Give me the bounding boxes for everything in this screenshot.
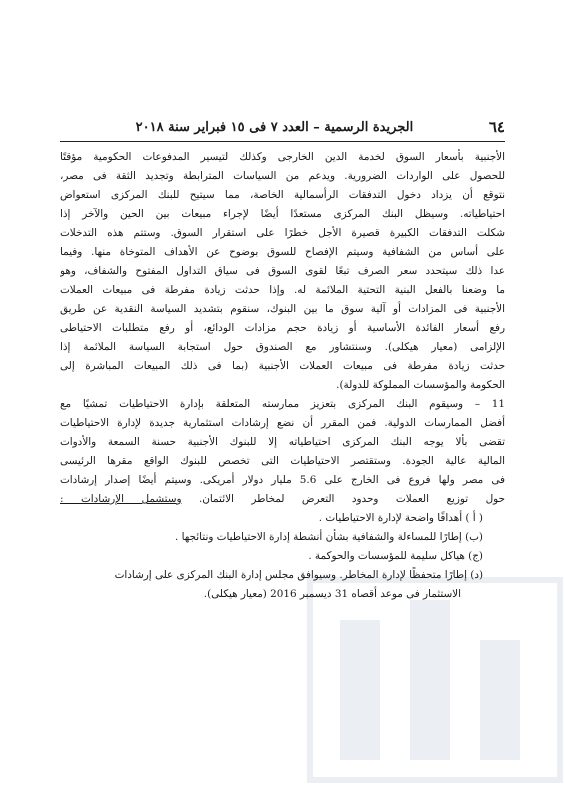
text-line: الأجنبية بأسعار السوق لخدمة الدين الخارجى وكذلك لتيسير المدفوعات الحكومية مؤقتًا <box>60 151 505 163</box>
text-line: الحكومة والمؤسسات المملوكة للدولة). <box>336 379 505 391</box>
paragraph-2 <box>60 395 505 509</box>
text-line: حدثت زيادة مفرطة فى مبيعات العملات الأجنبية (بما فى ذلك المبيعات المباشرة إلى <box>60 360 505 372</box>
list-item-continuation: الاستثمار فى موعد أقصاه 31 ديسمبر 2016 (معيار هيكلى). <box>203 588 461 600</box>
text-line: تقضى بألا يوجه البنك المركزى احتياطياته إلا للبنوك الأجنبية حسنة السمعة والأدوات <box>60 436 505 448</box>
list-item: (ج) هياكل سليمة للمؤسسات والحوكمة . <box>308 550 483 562</box>
text-line <box>60 490 505 509</box>
text-line: شكلت التدفقات الكبيرة قصيرة الأجل خطرًا على استقرار السوق. وستتم هذه التدخلات <box>60 227 505 239</box>
paragraph-1 <box>60 148 505 395</box>
header-rule <box>60 141 505 142</box>
list-item: (د) إطارًا متحفظًا لإدارة المخاطر. وسيوافق مجلس إدارة البنك المركزى على إرشادات <box>114 569 483 581</box>
text-line: المالية عالية الجودة. وستقتصر الاحتياطيات التى تخصص للبنوك الواقع مقرها الرئيسى <box>60 455 505 467</box>
page-header <box>60 116 505 138</box>
text-line: أفضل الممارسات الدولية. فمن المقرر أن نضع إرشادات استثمارية جديدة لإدارة الاحتياطيات <box>60 417 505 429</box>
page-number: ٦٤ <box>488 118 505 136</box>
text-line: 11 – وسيقوم البنك المركزى بتعزيز ممارسته المتعلقة بإدارة الاحتياطيات تمشيًا مع <box>60 398 505 410</box>
text-line: الأجنبية فى المزادات أو آلية سوق ما بين البنوك، سنقوم بتشديد السياسة النقدية عن طريق <box>60 303 505 315</box>
guidelines-heading: وستشمل الإرشادات : <box>60 493 182 505</box>
text-line: احتياطياته. وسيظل البنك المركزى مستعدًا أيضًا لإجراء مبيعات بين الحين والآخر إذا <box>60 208 505 220</box>
document-body <box>60 148 505 604</box>
text-line: على أساس من الشفافية وسيتم الإفصاح للسوق بوضوح عن الأهداف المتوخاة منها. وفيما <box>60 246 505 258</box>
list-item: ( أ ) أهدافًا واضحة لإدارة الاحتياطيات . <box>318 512 483 524</box>
text-line: الإلزامى (معيار هيكلى). وسنتشاور مع الصندوق حول استجابة السياسة الملائمة إذا <box>60 341 505 353</box>
text-line: للحصول على الواردات الضرورية. ويدعم من السياسات المترابطة وتجديد الثقة فى مصر، <box>60 170 505 182</box>
text-line: عدا ذلك سيتحدد سعر الصرف تبعًا لقوى السوق فى سياق التداول المفتوح والشفاف، وهو <box>60 265 505 277</box>
gazette-header-title: الجريدة الرسمية – العدد ٧ فى ١٥ فبراير سنة ٢٠١٨ <box>135 119 414 135</box>
guidelines-list <box>60 509 505 604</box>
text-fragment: حول توزيع العملات وحدود التعرض لمخاطر الائتمان. <box>198 493 505 505</box>
list-item: (ب) إطارًا للمساءلة والشفافية بشأن أنشطة إدارة الاحتياطيات ونتائجها . <box>174 531 483 543</box>
text-line: رفع أسعار الفائدة الأساسية أو زيادة حجم مزادات الودائع، أو رفع متطلبات الاحتياطى <box>60 322 505 334</box>
text-line: نتوقع أن يزداد دخول التدفقات الرأسمالية الخاصة، مما سيتيح للبنك المركزى استعواض <box>60 189 505 201</box>
text-line: ما وضعنا بالفعل البنية التحتية الملائمة له. وإذا حدثت زيادة مفرطة فى مبيعات العملات <box>60 284 505 296</box>
text-line: فى مصر ولها فروع فى الخارج على 5.6 مليار دولار أمريكى. وسيتم أيضًا إصدار إرشادات <box>60 474 505 486</box>
